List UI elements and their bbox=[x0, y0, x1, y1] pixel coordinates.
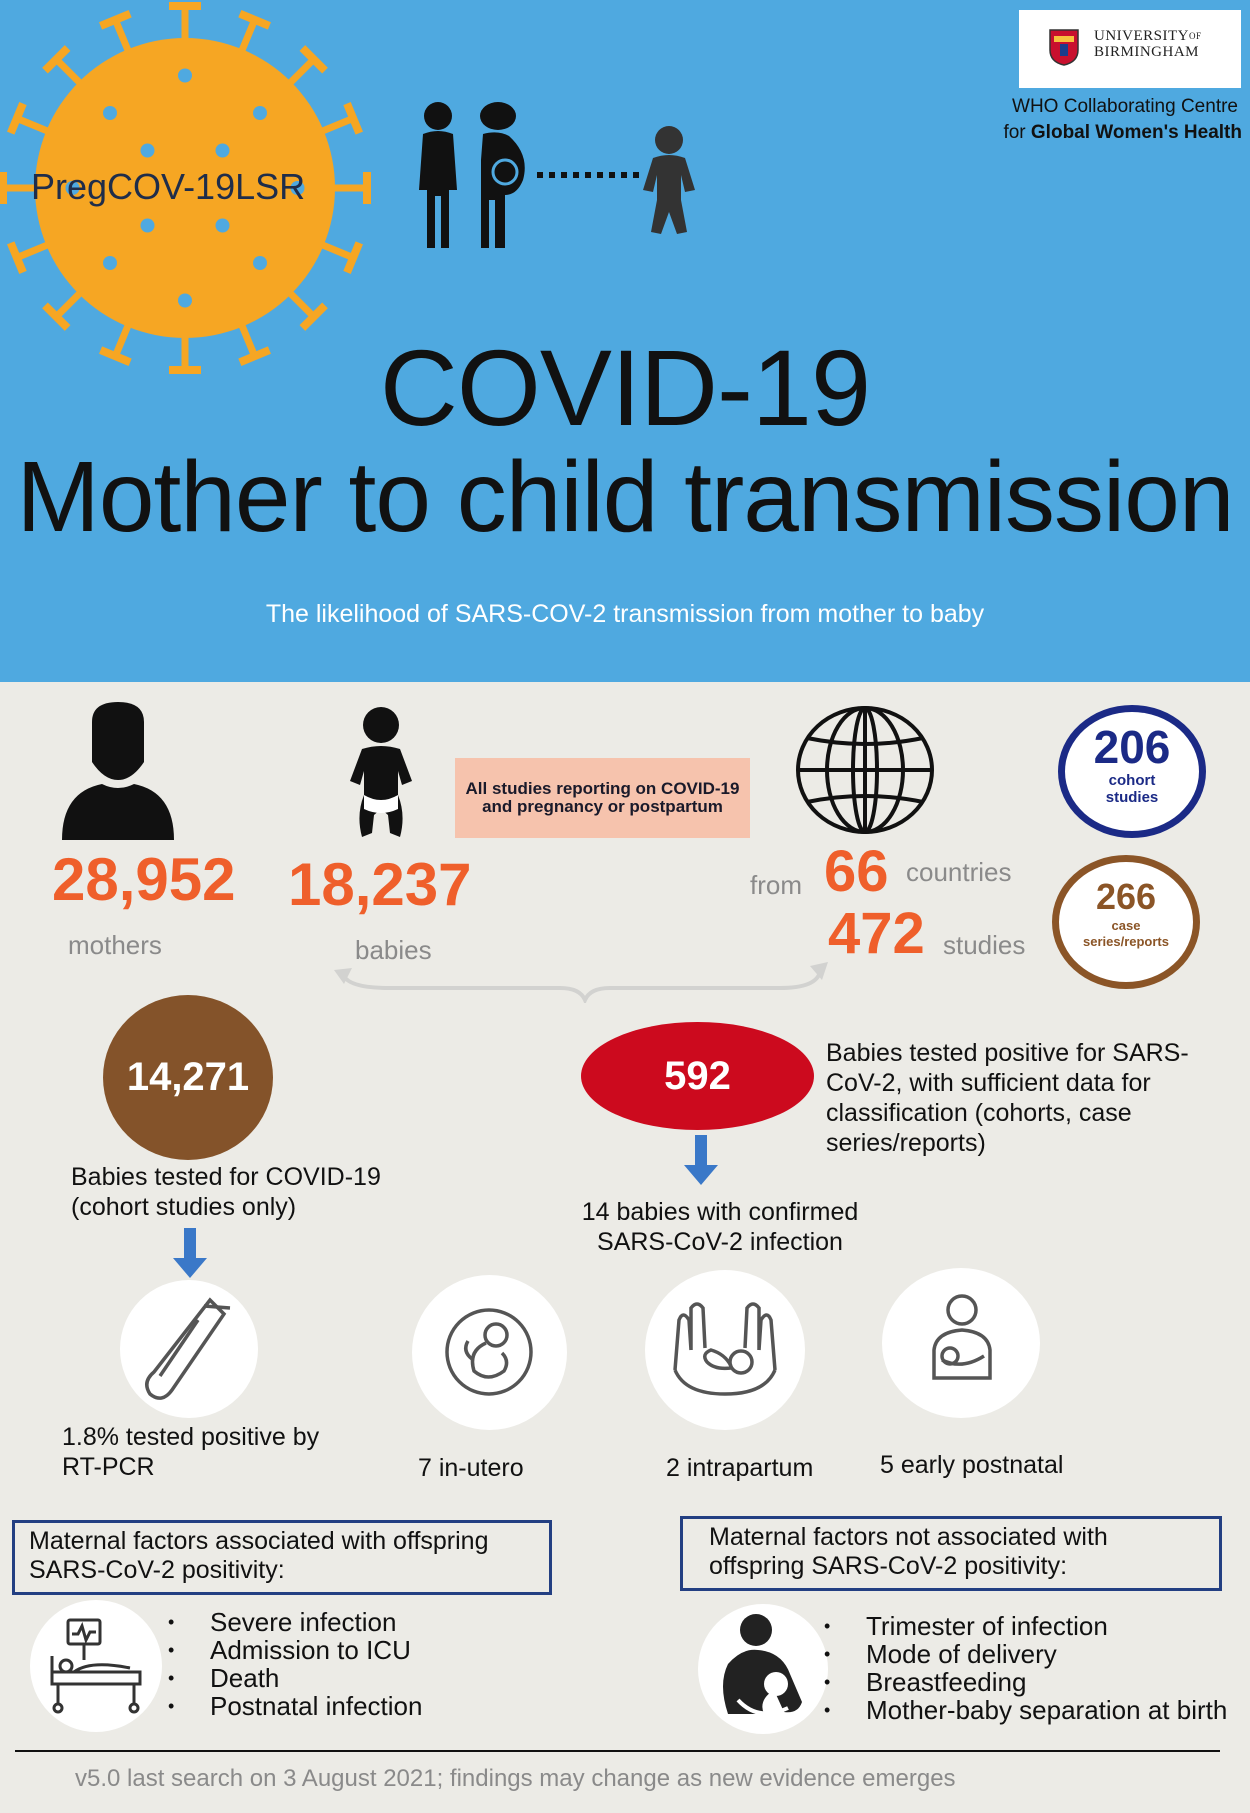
associated-factors-list bbox=[168, 1608, 422, 1720]
baby-silhouette-icon bbox=[348, 705, 414, 840]
associated-factor-item: • Death bbox=[168, 1664, 422, 1692]
footer-note: v5.0 last search on 3 August 2021; findings may change as new evidence emerges bbox=[75, 1765, 956, 1792]
arrow-down-icon bbox=[171, 1228, 209, 1278]
who-centre-line2: for Global Women's Health bbox=[1003, 122, 1242, 143]
studies-count: 472 bbox=[828, 901, 925, 966]
associated-factor-item: • Severe infection bbox=[168, 1608, 422, 1636]
not-associated-factors-list bbox=[824, 1612, 1227, 1724]
in-utero-label: 7 in-utero bbox=[418, 1454, 524, 1482]
associated-factors-box bbox=[12, 1520, 552, 1595]
not-associated-factor-item: • Mother-baby separation at birth bbox=[824, 1696, 1227, 1724]
rtpcr-label: 1.8% tested positive by RT-PCR bbox=[62, 1423, 320, 1481]
footer-divider bbox=[15, 1750, 1220, 1752]
mothers-count: 28,952 bbox=[52, 846, 236, 913]
babies-count: 18,237 bbox=[288, 851, 472, 918]
test-tube-circle bbox=[120, 1280, 258, 1418]
page-subtitle: The likelihood of SARS-COV-2 transmission from mother to baby bbox=[265, 600, 985, 628]
arrow-down-icon bbox=[682, 1135, 720, 1185]
associated-factor-item: • Postnatal infection bbox=[168, 1692, 422, 1720]
cohort-studies-label: cohort studies bbox=[1105, 772, 1159, 806]
from-label: from bbox=[750, 870, 802, 900]
icu-bed-icon bbox=[30, 1600, 162, 1732]
cohort-studies-badge bbox=[1058, 705, 1206, 838]
case-series-badge bbox=[1052, 855, 1200, 989]
countries-label: countries bbox=[906, 857, 1012, 887]
test-tube-icon bbox=[120, 1280, 258, 1418]
babies-label: babies bbox=[355, 935, 432, 965]
babies-tested-label: Babies tested for COVID-19 (cohort studies only) bbox=[71, 1163, 381, 1221]
globe-icon bbox=[795, 705, 935, 835]
case-series-count: 266 bbox=[1095, 876, 1157, 917]
intrapartum-circle bbox=[645, 1270, 805, 1430]
mother-holding-baby-icon bbox=[882, 1268, 1040, 1418]
babies-tested-count: 14,271 bbox=[103, 995, 273, 1160]
mother-baby-transmission-icon bbox=[405, 100, 700, 250]
studies-label: studies bbox=[943, 930, 1026, 960]
bracket-connector bbox=[330, 958, 830, 1003]
not-associated-factor-item: • Breastfeeding bbox=[824, 1668, 1227, 1696]
university-crest-icon bbox=[1048, 28, 1080, 66]
cohort-studies-count: 206 bbox=[1093, 721, 1171, 773]
who-centre-line1: WHO Collaborating Centre bbox=[1012, 96, 1238, 117]
not-associated-factor-item: • Mode of delivery bbox=[824, 1640, 1227, 1668]
not-associated-factors-box bbox=[680, 1516, 1222, 1591]
associated-factor-item: • Admission to ICU bbox=[168, 1636, 422, 1664]
not-associated-factors-title: Maternal factors not associated with offspring SARS-CoV-2 positivity: bbox=[709, 1523, 1108, 1580]
in-utero-circle bbox=[412, 1275, 567, 1430]
university-name: $UNIVERSITY^{OF}$ BIRMINGHAM bbox=[1094, 28, 1202, 60]
babies-positive-count: 592 bbox=[581, 1022, 814, 1130]
all-studies-box: All studies reporting on COVID-19 and pregnancy or postpartum bbox=[455, 758, 750, 838]
page-title-line1: COVID-19 bbox=[379, 327, 871, 448]
associated-factors-title: Maternal factors associated with offspring SARS-CoV-2 positivity: bbox=[29, 1527, 489, 1584]
page-title-line2: Mother to child transmission bbox=[16, 441, 1234, 553]
icu-circle bbox=[30, 1600, 162, 1732]
early-postnatal-label: 5 early postnatal bbox=[880, 1451, 1064, 1479]
not-associated-factor-item: • Trimester of infection bbox=[824, 1612, 1227, 1640]
confirmed-infection-label: 14 babies with confirmed SARS-CoV-2 infection bbox=[581, 1198, 859, 1256]
intrapartum-label: 2 intrapartum bbox=[666, 1454, 814, 1482]
mothers-label: mothers bbox=[68, 930, 162, 960]
mother-silhouette-icon bbox=[62, 702, 174, 840]
hands-holding-baby-icon bbox=[645, 1270, 805, 1430]
countries-count: 66 bbox=[824, 839, 889, 904]
babies-positive-label: Babies tested positive for SARS-CoV-2, with sufficient data for classification (cohorts, case series/reports) bbox=[826, 1039, 1189, 1157]
breastfeeding-icon bbox=[698, 1604, 828, 1734]
breastfeeding-circle bbox=[698, 1604, 828, 1734]
fetus-in-womb-icon bbox=[412, 1275, 567, 1430]
virus-label: PregCOV-19LSR bbox=[31, 166, 306, 207]
case-series-label: case series/reports bbox=[1083, 918, 1169, 949]
early-postnatal-circle bbox=[882, 1268, 1040, 1418]
